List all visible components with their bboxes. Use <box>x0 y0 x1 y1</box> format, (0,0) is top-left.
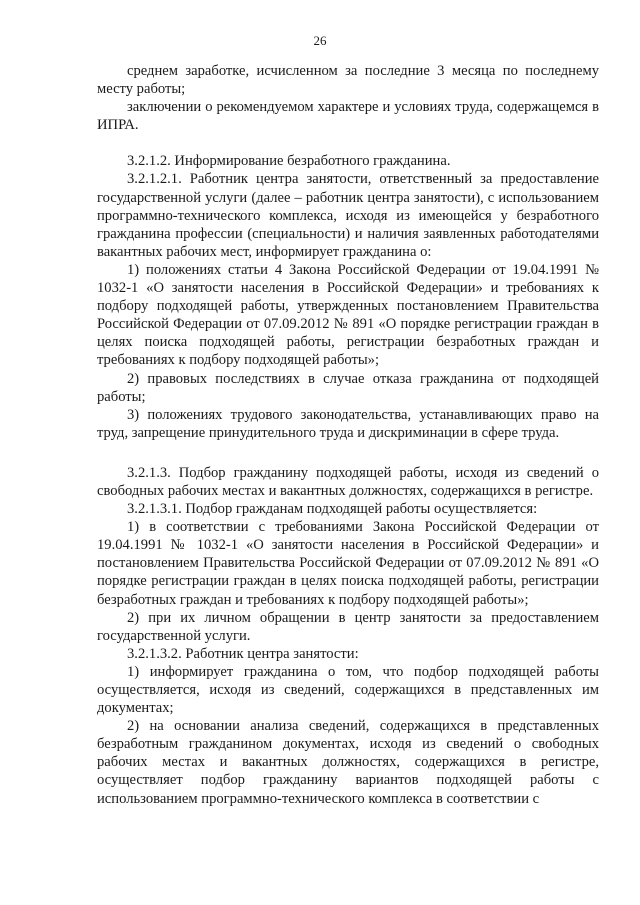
paragraph: среднем заработке, исчисленном за последние 3 месяца по последнему месту работы; <box>97 63 599 98</box>
document-body <box>97 62 599 808</box>
paragraph: 3.2.1.2.1. Работник центра занятости, ответственный за предоставление государственной услуги (далее – работник центра занятости), с использованием программно-технического комплекса, исходя из имеющейся у безработного гражданина профессии (специальности) и наличия заявленных работодателями вакантных рабочих мест, информирует гражданина о: <box>97 171 599 260</box>
list-item: 2) при их личном обращении в центр занятости за предоставлением государственной услуги. <box>97 609 599 644</box>
paragraph: заключении о рекомендуемом характере и условиях труда, содержащемся в ИПРА. <box>97 99 599 134</box>
page-number: 26 <box>313 33 327 48</box>
list-item: 3) положениях трудового законодательства, устанавливающих право на труд, запрещение принудительного труда и дискриминации в сфере труда. <box>97 406 599 441</box>
list-item: 2) на основании анализа сведений, содержащихся в представленных безработным гражданином документах, исходя из сведений о свободных рабочих местах и вакантных должностях, содержащихся в регистре, осуществляет подбор гражданину вариантов подходящей работы с использованием программно-технического комплекса в соответствии с <box>97 718 599 807</box>
section-heading: 3.2.1.3. Подбор гражданину подходящей работы, исходя из сведений о свободных рабочих местах и вакантных должностях, содержащихся в регистре. <box>97 464 599 499</box>
list-item: 2) правовых последствиях в случае отказа гражданина от подходящей работы; <box>97 370 599 405</box>
list-item: 1) информирует гражданина о том, что подбор подходящей работы осуществляется, исходя из сведений, содержащихся в представленных им документах; <box>97 663 599 717</box>
list-item: 1) положениях статьи 4 Закона Российской Федерации от 19.04.1991 № 1032-1 «О занятости населения в Российской Федерации» и требованиях к подбору подходящей работы, утвержденных постановлением Правительства Российской Федерации от 07.09.2012 № 891 «О порядке регистрации граждан в целях поиска подходящей работы, регистрации безработных граждан и требованиях к подбору подходящей работы»; <box>97 261 599 369</box>
section-heading: 3.2.1.2. Информирование безработного гражданина. <box>127 153 451 170</box>
list-item: 1) в соответствии с требованиями Закона Российской Федерации от 19.04.1991 № 1032-1 «О занятости населения в Российской Федерации» и постановлением Правительства Российской Федерации от 07.09.2012 № 891 «О порядке регистрации граждан в целях поиска подходящей работы, регистрации безработных граждан и требованиях к подбору подходящей работы»; <box>97 519 599 608</box>
paragraph: 3.2.1.3.2. Работник центра занятости: <box>127 645 359 662</box>
paragraph: 3.2.1.3.1. Подбор гражданам подходящей работы осуществляется: <box>127 501 538 518</box>
